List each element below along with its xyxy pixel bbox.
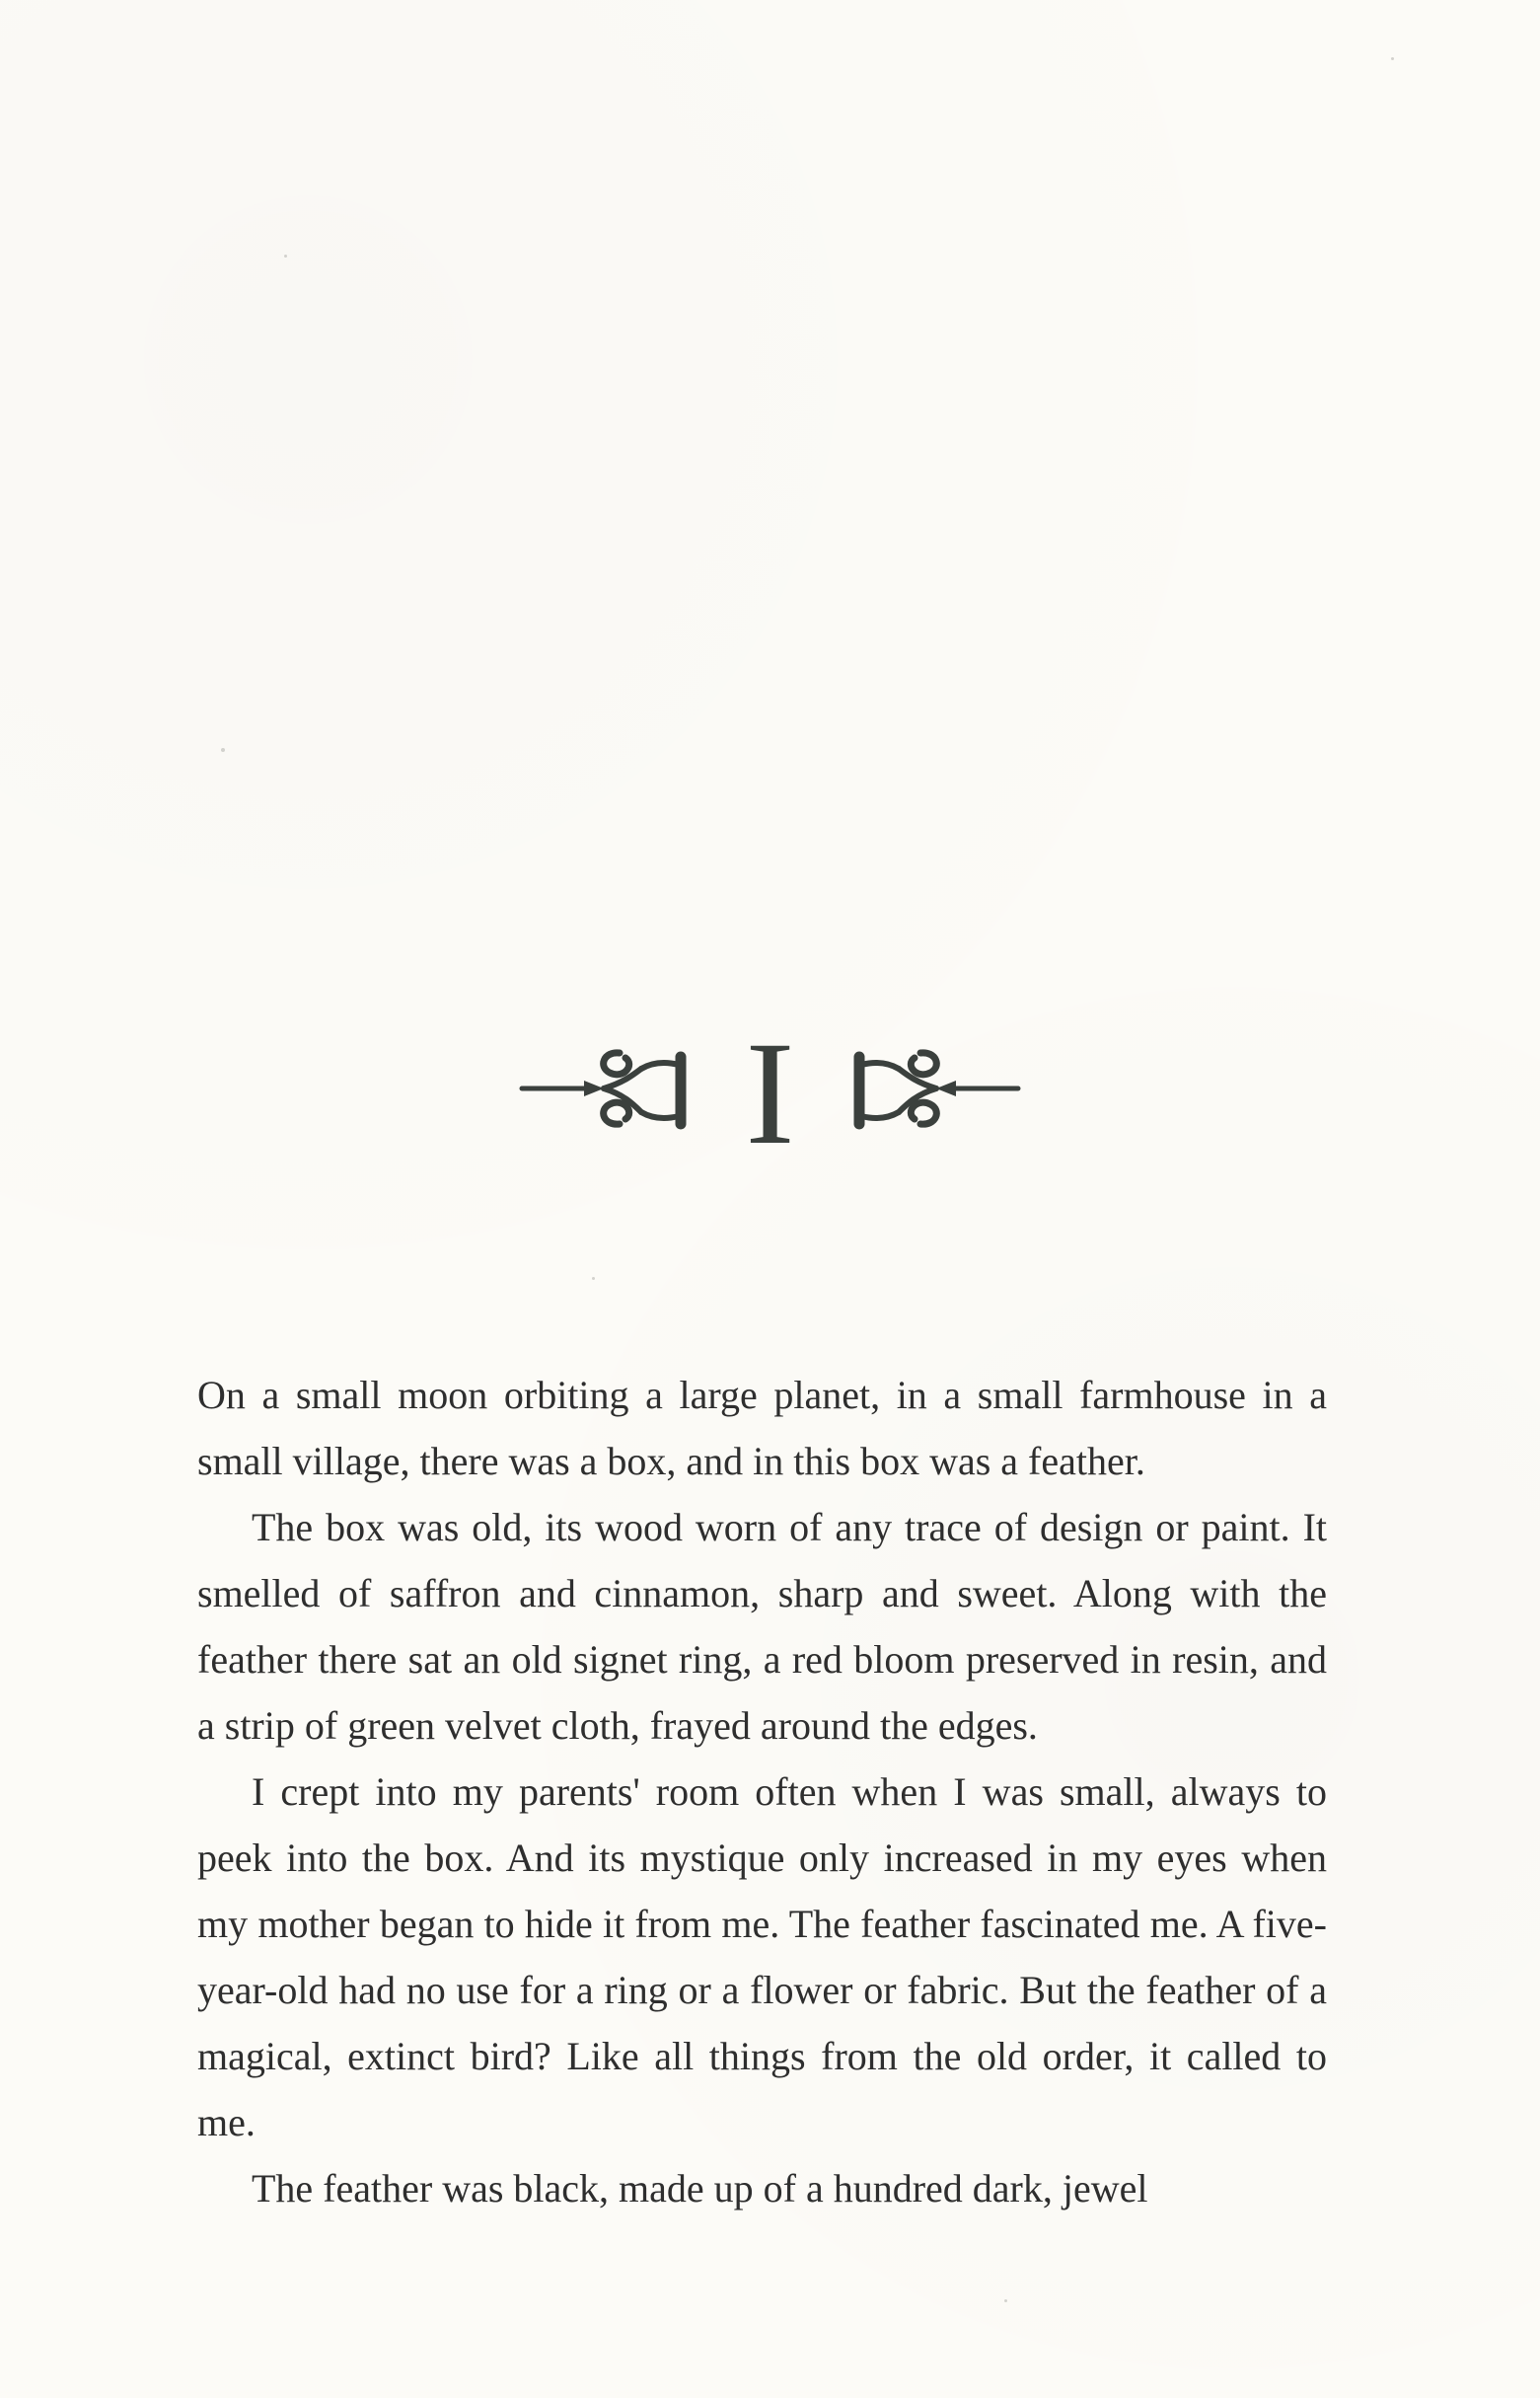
paper-speck bbox=[592, 1277, 595, 1280]
paragraph-4: The feather was black, made up of a hundred dark, jewel bbox=[252, 2166, 1148, 2211]
chapter-body-text bbox=[197, 1362, 1327, 2221]
chapter-number: I bbox=[745, 1012, 795, 1175]
chapter-heading bbox=[0, 999, 1540, 1176]
right-flourish-icon bbox=[836, 1033, 1023, 1142]
paragraph-1: On a small moon orbiting a large planet, in a small farmhouse in a small village, there was a box, and in this box was a feather. bbox=[197, 1373, 1327, 1483]
paragraph-2: The box was old, its wood worn of any trace of design or paint. It smelled of saffron and cinnamon, sharp and sweet. Along with the feather there sat an old signet ring, a red bloom preserved in resin, and a strip of green velvet cloth, frayed around the edges. bbox=[197, 1505, 1327, 1748]
paper-speck bbox=[1004, 2299, 1007, 2302]
left-flourish-icon bbox=[517, 1033, 704, 1142]
paper-speck bbox=[1391, 57, 1394, 60]
paragraph-3: I crept into my parents' room often when I was small, always to peek into the box. And its mystique only increased in my eyes when my mother began to hide it from me. The feather fascinated me. A five-year-old had no use for a ring or a flower or fabric. But the feather of a magical, extinct bird? Like all things from the old order, it called to me. bbox=[197, 1769, 1327, 2144]
paper-speck bbox=[221, 748, 225, 752]
paper-speck bbox=[284, 255, 287, 258]
